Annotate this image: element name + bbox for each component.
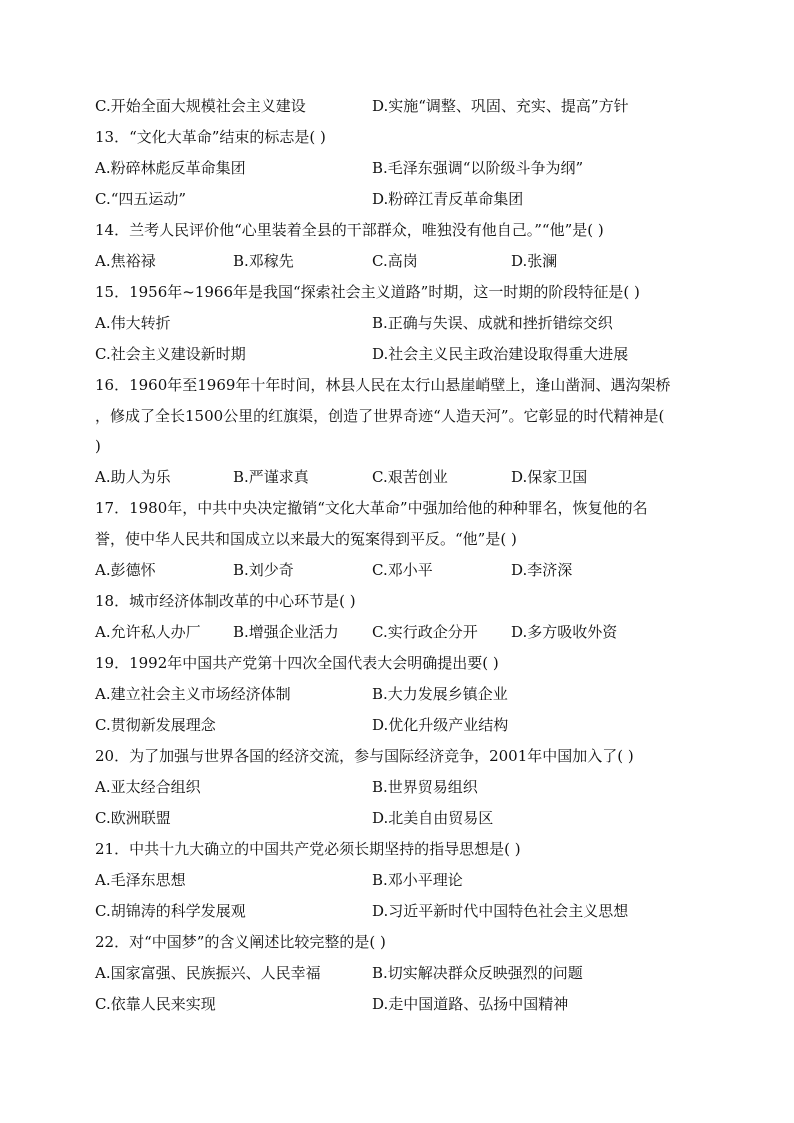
option-c: C.依靠人民来实现 xyxy=(95,995,216,1013)
question-17-stem-line-1: 17．1980年，中共中央决定撤销“文化大革命”中强加给他的种种罪名，恢复他的名 xyxy=(95,499,648,517)
option-d: D.多方吸收外资 xyxy=(511,623,618,641)
option-b: B.邓小平理论 xyxy=(372,871,463,889)
option-d: D.优化升级产业结构 xyxy=(372,716,509,734)
option-c: C.胡锦涛的科学发展观 xyxy=(95,902,246,920)
option-d: D.走中国道路、弘扬中国精神 xyxy=(372,995,569,1013)
option-b: B.切实解决群众反映强烈的问题 xyxy=(372,964,583,982)
option-d: D.社会主义民主政治建设取得重大进展 xyxy=(372,345,629,363)
option-b: B.刘少奇 xyxy=(233,561,294,579)
question-15-stem: 15．1956年~1966年是我国“探索社会主义道路”时期，这一时期的阶段特征是( ) xyxy=(95,283,640,301)
option-c: C.“四五运动” xyxy=(95,190,187,208)
question-22-stem: 22．对“中国梦”的含义阐述比较完整的是( ) xyxy=(95,933,386,951)
option-a: A.毛泽东思想 xyxy=(95,871,186,889)
option-c: C.欧洲联盟 xyxy=(95,809,171,827)
question-16-stem-line-2: ，修成了全长1500公里的红旗渠，创造了世界奇迹“人造天河”。它彰显的时代精神是( xyxy=(95,407,665,425)
option-a: A.焦裕禄 xyxy=(95,252,156,270)
question-20-stem: 20．为了加强与世界各国的经济交流，参与国际经济竞争，2001年中国加入了( ) xyxy=(95,747,634,765)
option-b: B.增强企业活力 xyxy=(233,623,339,641)
option-d: D.北美自由贸易区 xyxy=(372,809,494,827)
option-a: A.粉碎林彪反革命集团 xyxy=(95,159,246,177)
option-d: D.粉碎江青反革命集团 xyxy=(372,190,524,208)
option-d: D.李济深 xyxy=(511,561,573,579)
option-a: A.建立社会主义市场经济体制 xyxy=(95,685,291,703)
question-16-stem-line-3: ) xyxy=(95,437,101,455)
option-b: B.世界贸易组织 xyxy=(372,778,478,796)
option-d: D.张澜 xyxy=(511,252,558,270)
option-b: B.邓稼先 xyxy=(233,252,294,270)
option-b: B.大力发展乡镇企业 xyxy=(372,685,508,703)
option-a: A.彭德怀 xyxy=(95,561,156,579)
option-c: C.高岗 xyxy=(372,252,418,270)
option-a: A.允许私人办厂 xyxy=(95,623,201,641)
question-17-stem-line-2: 誉，使中华人民共和国成立以来最大的冤案得到平反。“他”是( ) xyxy=(95,530,517,548)
option-a: A.伟大转折 xyxy=(95,314,171,332)
option-a: A.国家富强、民族振兴、人民幸福 xyxy=(95,964,321,982)
option-c: C.开始全面大规模社会主义建设 xyxy=(95,97,306,115)
question-16-stem-line-1: 16．1960年至1969年十年时间，林县人民在太行山悬崖峭壁上，逢山凿洞、遇沟架桥 xyxy=(95,376,671,394)
question-18-stem: 18．城市经济体制改革的中心环节是( ) xyxy=(95,592,356,610)
question-14-stem: 14．兰考人民评价他“心里装着全县的干部群众，唯独没有他自己。”“他”是( ) xyxy=(95,221,604,239)
option-d: D.保家卫国 xyxy=(511,468,588,486)
option-d: D.实施“调整、巩固、充实、提高”方针 xyxy=(372,97,629,115)
option-a: A.亚太经合组织 xyxy=(95,778,201,796)
question-19-stem: 19．1992年中国共产党第十四次全国代表大会明确提出要( ) xyxy=(95,654,499,672)
option-a: A.助人为乐 xyxy=(95,468,171,486)
question-21-stem: 21．中共十九大确立的中国共产党必须长期坚持的指导思想是( ) xyxy=(95,840,521,858)
option-d: D.习近平新时代中国特色社会主义思想 xyxy=(372,902,629,920)
option-b: B.严谨求真 xyxy=(233,468,309,486)
option-b: B.正确与失误、成就和挫折错综交织 xyxy=(372,314,613,332)
option-c: C.贯彻新发展理念 xyxy=(95,716,216,734)
option-c: C.实行政企分开 xyxy=(372,623,478,641)
question-13-stem: 13．“文化大革命”结束的标志是( ) xyxy=(95,128,326,146)
option-c: C.邓小平 xyxy=(372,561,433,579)
option-c: C.社会主义建设新时期 xyxy=(95,345,246,363)
option-c: C.艰苦创业 xyxy=(372,468,448,486)
option-b: B.毛泽东强调“以阶级斗争为纲” xyxy=(372,159,584,177)
